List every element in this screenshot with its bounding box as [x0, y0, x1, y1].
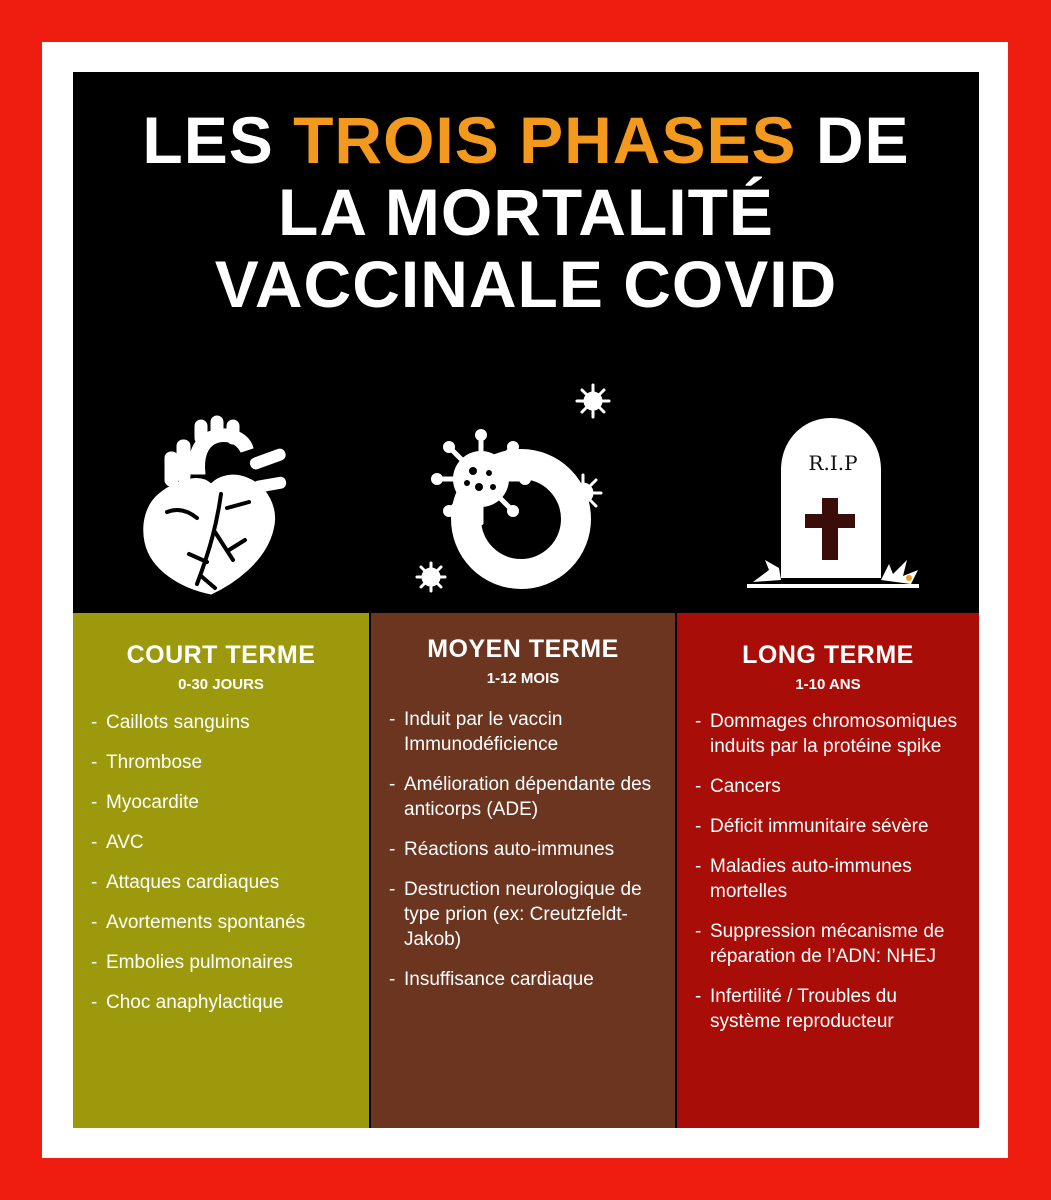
list-item: - Choc anaphylactique: [91, 990, 361, 1015]
column-subtitle: 0-30 JOURS: [178, 676, 264, 693]
list-item: - Infertilité / Troubles du système reproducteur: [695, 984, 971, 1034]
list-item: - Dommages chromosomiques induits par la protéine spike: [695, 709, 971, 759]
tombstone-text: R.I.P: [808, 451, 858, 475]
title-accent: TROIS PHASES: [293, 103, 797, 177]
column-long-term: [677, 613, 979, 1128]
column-subtitle: 1-12 MOIS: [486, 670, 560, 687]
list-item: - Embolies pulmonaires: [91, 950, 361, 975]
list-item: - Maladies auto-immunes mortelles: [695, 854, 971, 904]
item-list: [389, 707, 667, 1007]
list-item: - Avortements spontanés: [91, 910, 361, 935]
column-subtitle: 1-10 ANS: [795, 676, 861, 693]
column-short-term: [73, 613, 369, 1128]
column-title: COURT TERME: [126, 641, 316, 669]
list-item: - Cancers: [695, 774, 971, 799]
list-item: - Suppression mécanisme de réparation de l’ADN: NHEJ: [695, 919, 971, 969]
list-item: - AVC: [91, 830, 361, 855]
poster: [73, 72, 979, 1128]
list-item: - Caillots sanguins: [91, 710, 361, 735]
title-line-2: LA MORTALITÉ: [278, 175, 774, 249]
list-item: - Attaques cardiaques: [91, 870, 361, 895]
column-title: LONG TERME: [742, 641, 914, 669]
list-item: - Amélioration dépendante des anticorps (ADE): [389, 772, 667, 822]
heart-icon: [137, 412, 287, 597]
virus-icon: [403, 377, 613, 597]
list-item: - Thrombose: [91, 750, 361, 775]
title-word-de: DE: [796, 103, 910, 177]
tombstone-icon: [733, 410, 928, 590]
item-list: [91, 710, 361, 1030]
list-item: - Réactions auto-immunes: [389, 837, 667, 862]
list-item: - Myocardite: [91, 790, 361, 815]
list-item: - Destruction neurologique de type prion (ex: Creutzfeldt-Jakob): [389, 877, 667, 952]
item-list: [695, 709, 971, 1049]
list-item: - Déficit immunitaire sévère: [695, 814, 971, 839]
poster-title: [73, 104, 979, 320]
column-title: MOYEN TERME: [427, 635, 619, 663]
title-line-1: [73, 104, 979, 176]
list-item: - Induit par le vaccin Immunodéficience: [389, 707, 667, 757]
title-line-3: VACCINALE COVID: [214, 247, 838, 321]
column-medium-term: [371, 613, 675, 1128]
title-word-les: LES: [142, 103, 294, 177]
list-item: - Insuffisance cardiaque: [389, 967, 667, 992]
